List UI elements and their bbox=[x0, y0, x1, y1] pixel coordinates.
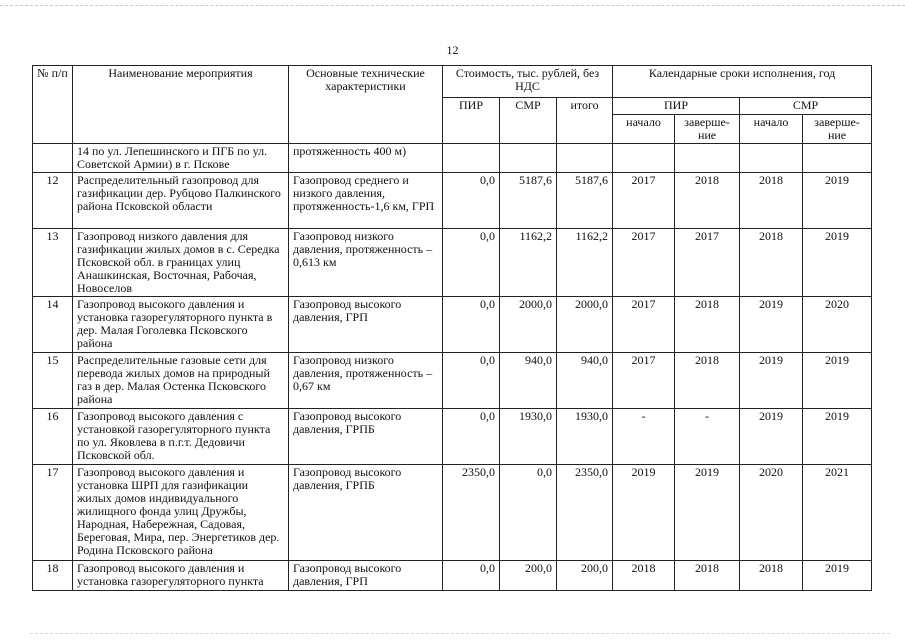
row-pir-end: - bbox=[675, 409, 740, 465]
row-num: 17 bbox=[33, 465, 73, 561]
row-smr-end: 2019 bbox=[803, 561, 872, 591]
row-pir-end bbox=[675, 144, 740, 173]
row-name: Газопровод высокого давления и установка ШРП для газификации жилых домов индивидуального жилищного фонда улиц Дружбы, Народная, Набережная, Садовая, Береговая, Мира, пер. Энергетиков дер. Родина Псковского района bbox=[73, 465, 289, 561]
row-tech: Газопровод высокого давления, ГРП bbox=[289, 561, 443, 591]
row-cost-pir: 0,0 bbox=[443, 561, 500, 591]
table-row bbox=[33, 561, 872, 591]
header-cost-pir: ПИР bbox=[443, 98, 500, 144]
row-tech: Газопровод среднего и низкого давления, протяженность-1,6 км, ГРП bbox=[289, 173, 443, 229]
row-pir-end: 2018 bbox=[675, 173, 740, 229]
header-pir-start: начало bbox=[613, 115, 675, 144]
row-num: 18 bbox=[33, 561, 73, 591]
row-cost-pir: 0,0 bbox=[443, 353, 500, 409]
row-num: 16 bbox=[33, 409, 73, 465]
table-row bbox=[33, 173, 872, 229]
row-smr-start: 2018 bbox=[740, 229, 803, 297]
row-name: Газопровод высокого давления и установка газорегуляторного пункта в дер. Малая Гоголевка Псковского района bbox=[73, 297, 289, 353]
header-cost-smr: СМР bbox=[500, 98, 557, 144]
row-pir-start: 2017 bbox=[613, 229, 675, 297]
row-smr-start: 2019 bbox=[740, 297, 803, 353]
row-smr-end: 2021 bbox=[803, 465, 872, 561]
header-cost: Стоимость, тыс. рублей, без НДС bbox=[443, 66, 613, 98]
table-row bbox=[33, 144, 872, 173]
page-number: 12 bbox=[446, 43, 459, 57]
row-num bbox=[33, 144, 73, 173]
header-num: № п/п bbox=[33, 66, 73, 144]
row-smr-start: 2019 bbox=[740, 409, 803, 465]
row-smr-start bbox=[740, 144, 803, 173]
table-row bbox=[33, 297, 872, 353]
row-tech: Газопровод высокого давления, ГРПБ bbox=[289, 465, 443, 561]
row-cost-total: 5187,6 bbox=[557, 173, 613, 229]
table-row bbox=[33, 465, 872, 561]
row-cost-smr: 0,0 bbox=[500, 465, 557, 561]
measures-table bbox=[32, 65, 872, 591]
row-cost-total: 200,0 bbox=[557, 561, 613, 591]
header-terms-pir: ПИР bbox=[613, 98, 740, 115]
header-terms-smr: СМР bbox=[740, 98, 872, 115]
row-cost-smr: 200,0 bbox=[500, 561, 557, 591]
row-num: 14 bbox=[33, 297, 73, 353]
row-name: Распределительный газопровод для газификации дер. Рубцово Палкинского района Псковской области bbox=[73, 173, 289, 229]
row-pir-end: 2017 bbox=[675, 229, 740, 297]
row-smr-end: 2019 bbox=[803, 229, 872, 297]
scan-edge-bottom bbox=[30, 633, 890, 634]
row-cost-smr: 940,0 bbox=[500, 353, 557, 409]
row-tech: Газопровод низкого давления, протяженность – 0,613 км bbox=[289, 229, 443, 297]
scan-edge-top bbox=[0, 5, 905, 6]
row-cost-pir: 0,0 bbox=[443, 297, 500, 353]
row-tech: протяженность 400 м) bbox=[289, 144, 443, 173]
header-tech: Основные технические характеристики bbox=[289, 66, 443, 144]
row-smr-end: 2020 bbox=[803, 297, 872, 353]
header-cost-total: итого bbox=[557, 98, 613, 144]
row-cost-smr: 2000,0 bbox=[500, 297, 557, 353]
row-cost-pir: 0,0 bbox=[443, 409, 500, 465]
row-tech: Газопровод высокого давления, ГРП bbox=[289, 297, 443, 353]
header-smr-end: заверше-ние bbox=[803, 115, 872, 144]
row-smr-start: 2019 bbox=[740, 353, 803, 409]
header-terms: Календарные сроки исполнения, год bbox=[613, 66, 872, 98]
row-num: 13 bbox=[33, 229, 73, 297]
row-cost-total: 2350,0 bbox=[557, 465, 613, 561]
row-smr-start: 2020 bbox=[740, 465, 803, 561]
row-smr-end: 2019 bbox=[803, 173, 872, 229]
header-smr-start: начало bbox=[740, 115, 803, 144]
row-num: 15 bbox=[33, 353, 73, 409]
row-pir-end: 2018 bbox=[675, 297, 740, 353]
row-smr-start: 2018 bbox=[740, 561, 803, 591]
row-cost-total: 1930,0 bbox=[557, 409, 613, 465]
table-row bbox=[33, 353, 872, 409]
row-smr-end bbox=[803, 144, 872, 173]
header-pir-end: заверше-ние bbox=[675, 115, 740, 144]
row-cost-pir: 0,0 bbox=[443, 173, 500, 229]
row-cost-pir: 2350,0 bbox=[443, 465, 500, 561]
row-cost-pir bbox=[443, 144, 500, 173]
row-cost-smr: 1162,2 bbox=[500, 229, 557, 297]
row-cost-total: 940,0 bbox=[557, 353, 613, 409]
table-row bbox=[33, 409, 872, 465]
row-cost-smr bbox=[500, 144, 557, 173]
row-cost-total bbox=[557, 144, 613, 173]
row-smr-end: 2019 bbox=[803, 353, 872, 409]
row-pir-start bbox=[613, 144, 675, 173]
row-name: Распределительные газовые сети для перевода жилых домов на природный газ в дер. Малая Остенка Псковского района bbox=[73, 353, 289, 409]
row-cost-pir: 0,0 bbox=[443, 229, 500, 297]
row-smr-start: 2018 bbox=[740, 173, 803, 229]
row-pir-end: 2019 bbox=[675, 465, 740, 561]
row-name: Газопровод низкого давления для газификации жилых домов в с. Середка Псковской обл. в границах улиц Анашкинская, Восточная, Рабочая, Новоселов bbox=[73, 229, 289, 297]
row-cost-smr: 5187,6 bbox=[500, 173, 557, 229]
row-pir-start: 2019 bbox=[613, 465, 675, 561]
row-name: 14 по ул. Лепешинского и ПГБ по ул. Советской Армии) в г. Пскове bbox=[73, 144, 289, 173]
table-row bbox=[33, 229, 872, 297]
table-body bbox=[33, 144, 872, 591]
row-pir-start: 2017 bbox=[613, 297, 675, 353]
row-pir-end: 2018 bbox=[675, 561, 740, 591]
row-num: 12 bbox=[33, 173, 73, 229]
row-pir-start: 2018 bbox=[613, 561, 675, 591]
header-name: Наименование мероприятия bbox=[73, 66, 289, 144]
row-pir-start: 2017 bbox=[613, 173, 675, 229]
row-name: Газопровод высокого давления и установка газорегуляторного пункта bbox=[73, 561, 289, 591]
row-tech: Газопровод низкого давления, протяженность – 0,67 км bbox=[289, 353, 443, 409]
row-cost-total: 2000,0 bbox=[557, 297, 613, 353]
row-cost-total: 1162,2 bbox=[557, 229, 613, 297]
row-cost-smr: 1930,0 bbox=[500, 409, 557, 465]
row-pir-start: 2017 bbox=[613, 353, 675, 409]
row-name: Газопровод высокого давления с установкой газорегуляторного пункта по ул. Яковлева в п.г.т. Дедовичи Псковской обл. bbox=[73, 409, 289, 465]
row-pir-end: 2018 bbox=[675, 353, 740, 409]
row-pir-start: - bbox=[613, 409, 675, 465]
row-tech: Газопровод высокого давления, ГРПБ bbox=[289, 409, 443, 465]
row-smr-end: 2019 bbox=[803, 409, 872, 465]
